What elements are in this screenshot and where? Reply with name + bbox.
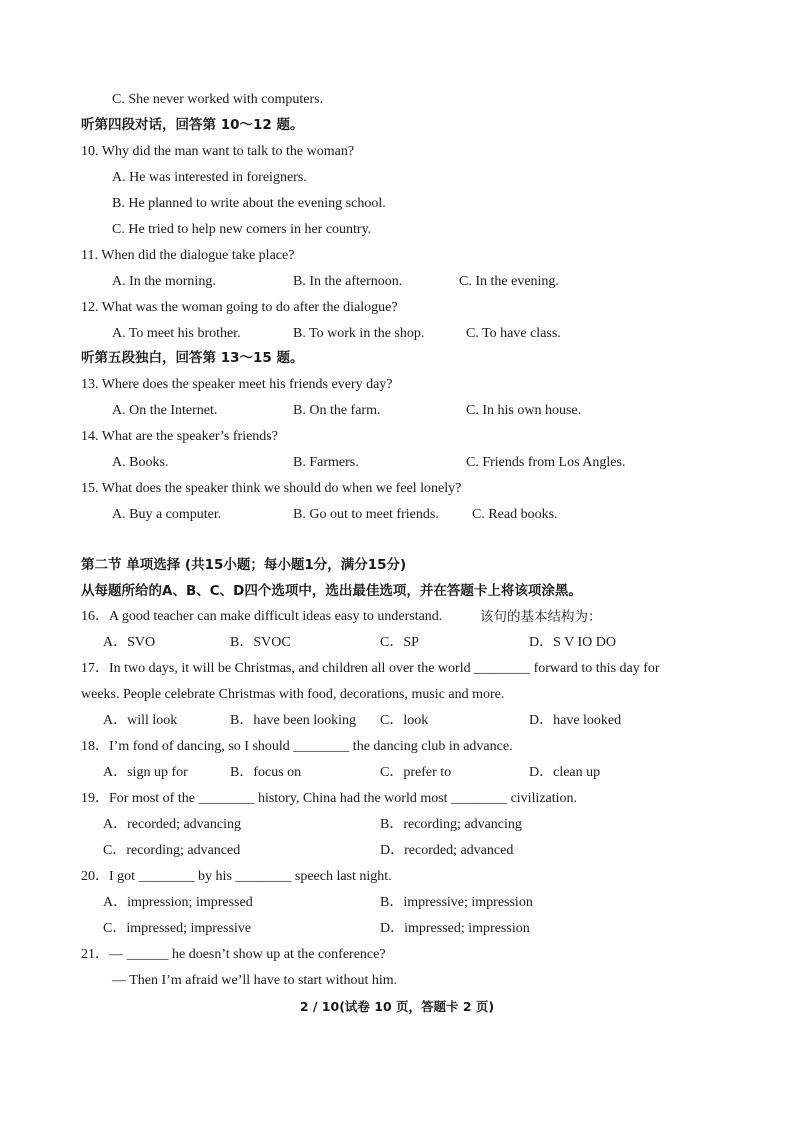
q18-option-a: A．sign up for — [103, 765, 188, 780]
q19-option-c: C．recording; advanced — [103, 843, 241, 858]
question-11: 11. When did the dialogue take place? — [81, 248, 295, 263]
q9-option-c: C. She never worked with computers. — [112, 92, 324, 107]
q17-option-b: B．have been looking — [230, 713, 356, 728]
question-16-note: 该句的基本结构为： — [480, 609, 602, 625]
question-18: 18．I’m fond of dancing, so I should ________ the dancing club in advance. — [81, 739, 513, 754]
q19-option-a: A．recorded; advancing — [103, 817, 241, 832]
q14-option-b: B. Farmers. — [293, 455, 359, 470]
q13-option-c: C. In his own house. — [466, 403, 582, 418]
question-15: 15. What does the speaker think we should do when we feel lonely? — [81, 481, 462, 496]
question-21-response: — Then I’m afraid we’ll have to start without him. — [112, 973, 398, 988]
q14-option-a: A. Books. — [112, 455, 169, 470]
q12-option-c: C. To have class. — [466, 326, 561, 341]
q20-option-d: D．impressed; impression — [380, 921, 530, 936]
q19-option-d: D．recorded; advanced — [380, 843, 514, 858]
question-13: 13. Where does the speaker meet his friends every day? — [81, 377, 393, 392]
q17-option-c: C．look — [380, 713, 429, 728]
section-2-heading: 第二节 单项选择 (共15小题；每小题1分，满分15分) — [81, 557, 407, 573]
question-12: 12. What was the woman going to do after the dialogue? — [81, 300, 398, 315]
page-footer: 2 / 10(试卷 10 页，答题卡 2 页) — [299, 999, 495, 1014]
q10-option-a: A. He was interested in foreigners. — [112, 170, 307, 185]
question-17-continued: weeks. People celebrate Christmas with food, decorations, music and more. — [81, 687, 505, 702]
q14-option-c: C. Friends from Los Angles. — [466, 455, 626, 470]
section-instruction-monologue-5: 听第五段独白，回答第 13～15 题。 — [81, 350, 304, 366]
section-2-instruction: 从每题所给的A、B、C、D四个选项中，选出最佳选项，并在答题卡上将该项涂黑。 — [81, 583, 582, 599]
q20-option-a: A．impression; impressed — [103, 895, 253, 910]
q16-option-c: C．SP — [380, 635, 419, 650]
q11-option-a: A. In the morning. — [112, 274, 216, 289]
question-14: 14. What are the speaker’s friends? — [81, 429, 278, 444]
q18-option-c: C．prefer to — [380, 765, 452, 780]
q13-option-b: B. On the farm. — [293, 403, 381, 418]
section-instruction-dialogue-4: 听第四段对话，回答第 10～12 题。 — [81, 117, 304, 133]
q16-option-d: D．S V IO DO — [529, 635, 616, 650]
q17-option-d: D．have looked — [529, 713, 622, 728]
q15-option-a: A. Buy a computer. — [112, 507, 222, 522]
q16-option-b: B．SVOC — [230, 635, 291, 650]
q20-option-b: B．impressive; impression — [380, 895, 533, 910]
q18-option-d: D．clean up — [529, 765, 601, 780]
q16-option-a: A．SVO — [103, 635, 156, 650]
q19-option-b: B．recording; advancing — [380, 817, 522, 832]
q15-option-c: C. Read books. — [472, 507, 558, 522]
q11-option-b: B. In the afternoon. — [293, 274, 403, 289]
q10-option-c: C. He tried to help new comers in her country. — [112, 222, 372, 237]
q12-option-a: A. To meet his brother. — [112, 326, 241, 341]
q12-option-b: B. To work in the shop. — [293, 326, 425, 341]
question-21: 21．— ______ he doesn’t show up at the conference? — [81, 947, 386, 962]
q15-option-b: B. Go out to meet friends. — [293, 507, 439, 522]
q10-option-b: B. He planned to write about the evening school. — [112, 196, 386, 211]
q11-option-c: C. In the evening. — [459, 274, 559, 289]
q20-option-c: C．impressed; impressive — [103, 921, 252, 936]
q13-option-a: A. On the Internet. — [112, 403, 218, 418]
q18-option-b: B．focus on — [230, 765, 302, 780]
question-19: 19．For most of the ________ history, China had the world most ________ civilization. — [81, 791, 578, 806]
q17-option-a: A．will look — [103, 713, 178, 728]
question-10: 10. Why did the man want to talk to the woman? — [81, 144, 355, 159]
question-20: 20．I got ________ by his ________ speech last night. — [81, 869, 392, 884]
question-16: 16．A good teacher can make difficult ideas easy to understand. — [81, 609, 443, 624]
question-17: 17．In two days, it will be Christmas, and children all over the world ________ forward to this day for — [81, 661, 660, 676]
